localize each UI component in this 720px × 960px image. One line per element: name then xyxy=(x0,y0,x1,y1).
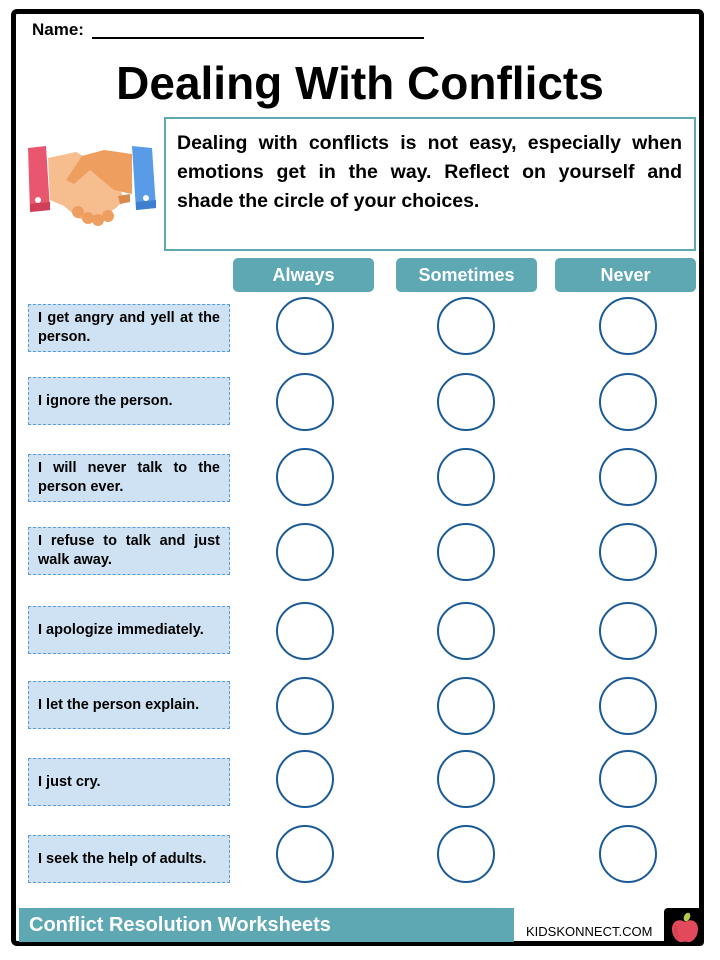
choice-circle-never[interactable] xyxy=(599,297,657,355)
choice-circle-never[interactable] xyxy=(599,677,657,735)
instructions-box xyxy=(164,117,696,251)
choice-circle-always[interactable] xyxy=(276,448,334,506)
column-header-never: Never xyxy=(555,258,696,292)
choice-circle-never[interactable] xyxy=(599,448,657,506)
instructions-text: Dealing with conflicts is not easy, especially when emotions get in the way. Reflect on yourself and shade the circle of your choices. xyxy=(177,132,682,212)
statement-item: I let the person explain. xyxy=(28,681,230,729)
statement-item: I get angry and yell at the person. xyxy=(28,304,230,352)
choice-circle-sometimes[interactable] xyxy=(437,677,495,735)
apple-icon xyxy=(670,912,700,944)
choice-circle-sometimes[interactable] xyxy=(437,448,495,506)
choice-circle-always[interactable] xyxy=(276,523,334,581)
statement-item: I seek the help of adults. xyxy=(28,835,230,883)
choice-circle-never[interactable] xyxy=(599,373,657,431)
statement-item: I refuse to talk and just walk away. xyxy=(28,527,230,575)
statement-item: I just cry. xyxy=(28,758,230,806)
page-title: Dealing With Conflicts xyxy=(116,57,604,109)
choice-circle-always[interactable] xyxy=(276,677,334,735)
choice-circle-sometimes[interactable] xyxy=(437,373,495,431)
choice-circle-sometimes[interactable] xyxy=(437,523,495,581)
choice-circle-always[interactable] xyxy=(276,602,334,660)
statement-item: I ignore the person. xyxy=(28,377,230,425)
choice-circle-sometimes[interactable] xyxy=(437,825,495,883)
choice-circle-never[interactable] xyxy=(599,825,657,883)
choice-circle-always[interactable] xyxy=(276,825,334,883)
name-input-line[interactable] xyxy=(92,37,424,39)
column-header-sometimes: Sometimes xyxy=(396,258,537,292)
choice-circle-sometimes[interactable] xyxy=(437,602,495,660)
choice-circle-never[interactable] xyxy=(599,602,657,660)
choice-circle-always[interactable] xyxy=(276,750,334,808)
name-label: Name: xyxy=(32,20,84,39)
column-header-always: Always xyxy=(233,258,374,292)
footer-banner: Conflict Resolution Worksheets xyxy=(19,908,514,942)
handshake-icon xyxy=(24,138,162,230)
statement-item: I will never talk to the person ever. xyxy=(28,454,230,502)
statement-item: I apologize immediately. xyxy=(28,606,230,654)
choice-circle-always[interactable] xyxy=(276,297,334,355)
choice-circle-never[interactable] xyxy=(599,750,657,808)
footer-site-link[interactable]: KIDSKONNECT.COM xyxy=(526,924,653,939)
choice-circle-always[interactable] xyxy=(276,373,334,431)
choice-circle-never[interactable] xyxy=(599,523,657,581)
choice-circle-sometimes[interactable] xyxy=(437,750,495,808)
choice-circle-sometimes[interactable] xyxy=(437,297,495,355)
